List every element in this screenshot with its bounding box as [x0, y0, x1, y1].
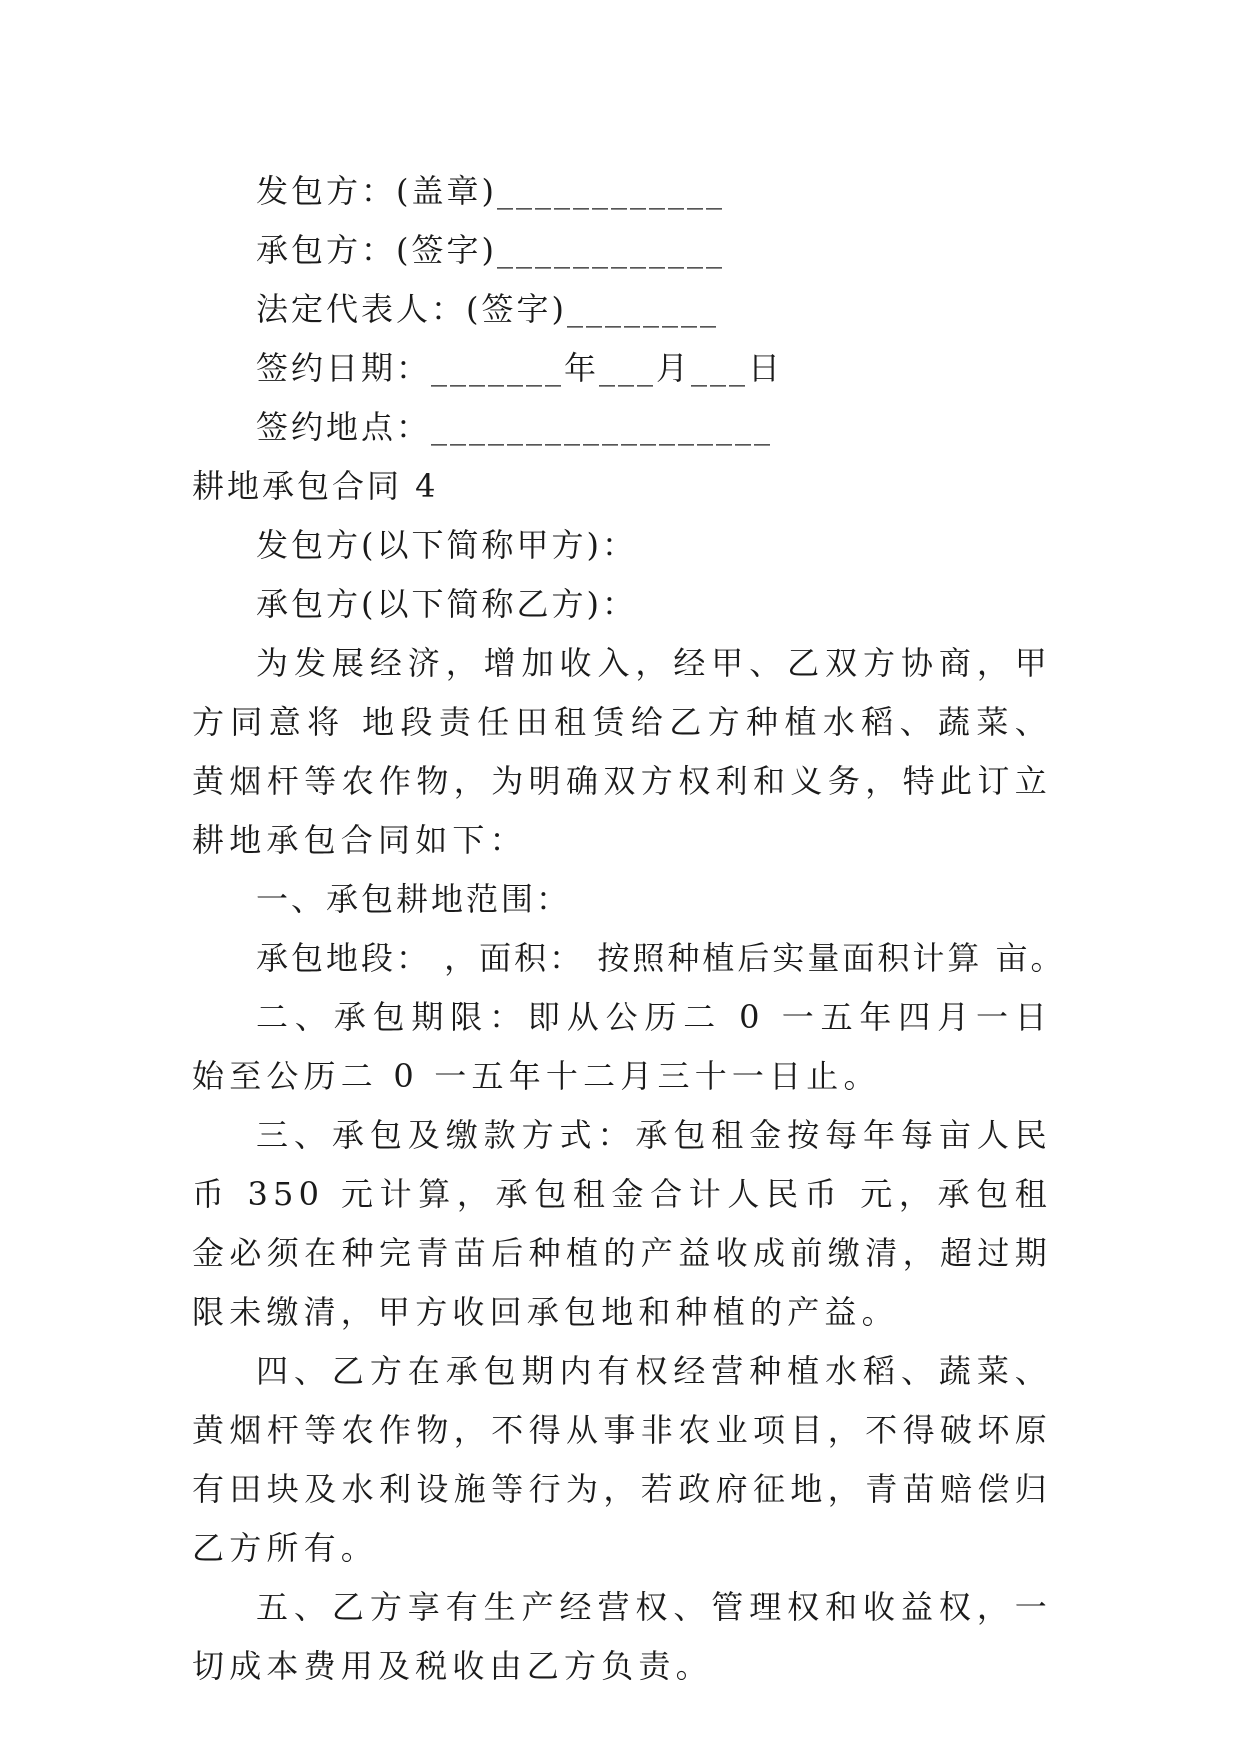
- clause-2-paragraph: 二、承包期限：即从公历二 0 一五年四月一日始至公历二 0 一五年十二月三十一日止。: [192, 998, 1052, 1095]
- issuer-signature-line: 发包方：(盖章)____________: [256, 172, 725, 210]
- document-body: [192, 162, 1066, 1696]
- clause-3-paragraph: 三、承包及缴款方式：承包租金按每年每亩人民币 350 元计算，承包租金合计人民币 元，承包租金必须在种完青苗后种植的产益收成前缴清，超过期限未缴清，甲方收回承包地和种植的产益。: [192, 1116, 1052, 1331]
- legal-representative-line: 法定代表人：(签字)________: [256, 290, 719, 328]
- sign-place-line: 签约地点：__________________: [256, 408, 774, 446]
- clause-1-title: 一、承包耕地范围：: [256, 880, 572, 918]
- sign-date-line: 签约日期：_______年___月___日: [256, 349, 784, 387]
- contractor-signature-line: 承包方：(签字)____________: [256, 231, 725, 269]
- section-title: 耕地承包合同 4: [192, 467, 439, 505]
- party-b-line: 承包方(以下简称乙方)：: [256, 585, 637, 623]
- clause-1-body: 承包地段： ，面积： 按照种植后实量面积计算 亩。: [256, 939, 1066, 977]
- preamble-paragraph: 为发展经济，增加收入，经甲、乙双方协商，甲方同意将 地段责任田租赁给乙方种植水稻、蔬菜、黄烟杆等农作物，为明确双方权利和义务，特此订立耕地承包合同如下：: [192, 644, 1052, 859]
- clause-4-paragraph: 四、乙方在承包期内有权经营种植水稻、蔬菜、黄烟杆等农作物，不得从事非农业项目，不得破坏原有田块及水利设施等行为，若政府征地，青苗赔偿归乙方所有。: [192, 1352, 1052, 1567]
- clause-5-paragraph: 五、乙方享有生产经营权、管理权和收益权，一切成本费用及税收由乙方负责。: [192, 1588, 1052, 1685]
- party-a-line: 发包方(以下简称甲方)：: [256, 526, 637, 564]
